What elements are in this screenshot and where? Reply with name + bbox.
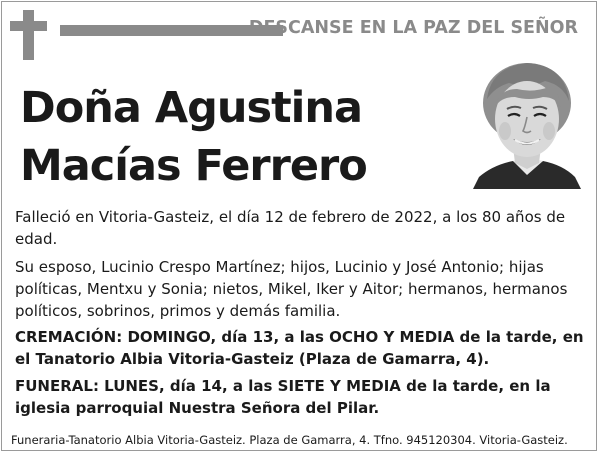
header-title: DESCANSE EN LA PAZ DEL SEÑOR <box>248 18 578 38</box>
family-paragraph: Su esposo, Lucinio Crespo Martínez; hijos, Lucinio y José Antonio; hijas políticas, Mentxu y Sonia; nietos, Mikel, Iker y Aitor; hermanos, hermanos políticos, sobrinos, primos y demás familia. <box>15 258 568 320</box>
footer-funeral-home: Funeraria-Tanatorio Albia Vitoria-Gasteiz. Plaza de Gamarra, 4. Tfno. 945120304. Vitoria-Gasteiz. <box>11 433 568 447</box>
funeral-paragraph: FUNERAL: LUNES, día 14, a las SIETE Y MEDIA de la tarde, en la iglesia parroquial Nuestra Señora del Pilar. <box>15 377 551 417</box>
portrait-photo-icon <box>473 59 581 189</box>
deceased-name-line1: Doña Agustina <box>20 83 363 133</box>
deceased-name-line2: Macías Ferrero <box>20 141 367 191</box>
portrait-photo <box>473 59 581 189</box>
death-paragraph: Falleció en Vitoria-Gasteiz, el día 12 de febrero de 2022, a los 80 años de edad. <box>15 208 566 248</box>
cremation-paragraph: CREMACIÓN: DOMINGO, día 13, a las OCHO Y MEDIA de la tarde, en el Tanatorio Albia Vitoria-Gasteiz (Plaza de Gamarra, 4). <box>15 328 584 368</box>
